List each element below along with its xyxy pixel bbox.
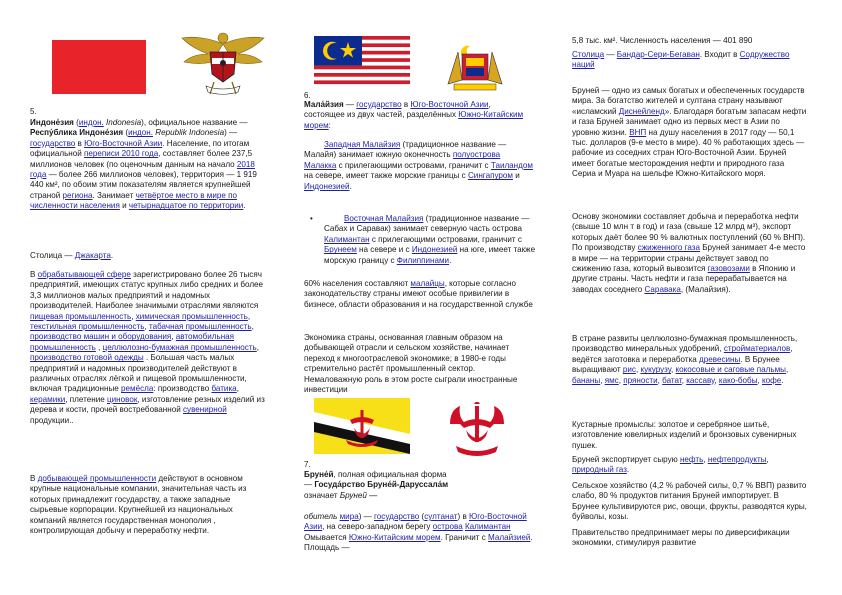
text-run: : производство — [153, 384, 212, 394]
inline-link[interactable]: ямс — [604, 375, 619, 385]
text-run: . Граничит с — [440, 532, 489, 542]
text-run: . Занимает — [92, 190, 136, 200]
text-run: . В Брунее выращивают — [572, 354, 780, 375]
inline-link[interactable]: 2018 года — [30, 159, 255, 180]
malaysia-population — [304, 279, 534, 310]
inline-link[interactable]: Брунеем — [324, 245, 357, 255]
inline-link[interactable]: Юго-Восточной Азии — [410, 100, 489, 109]
inline-link[interactable]: султанат — [424, 512, 458, 521]
inline-link[interactable]: Калимантан — [324, 234, 370, 244]
inline-link[interactable]: четырнадцатое по территории — [128, 201, 244, 211]
inline-link[interactable]: природный газ — [572, 465, 627, 475]
text-run: зарегистрировано более 26 тысяч предприятий, имеющих статус крупных либо средних и более 3,3 миллионов малых предприятий и надомных производителей. Наиболее значимыми отраслями являются — [30, 270, 264, 311]
text-run: ), официальное название — — [141, 118, 248, 127]
text-run: и — [119, 201, 129, 211]
inline-link[interactable]: индон. — [78, 118, 104, 127]
bold-term: Индоне́зия — [30, 118, 74, 127]
inline-link[interactable]: кассаву — [686, 375, 715, 385]
text-run: действуют в основном крупные национальные компании, значительная часть из которых принадлежит государству, а также западные сырьевые корпорации. Крупнейшей из национальных компаний является государственная монополия , контролирующая добычу и переработку нефти. — [30, 474, 247, 536]
text-run: на севере, имеет также морские границы с — [304, 171, 468, 181]
inline-link[interactable]: кофе — [762, 375, 782, 385]
inline-link[interactable]: региона — [62, 190, 93, 200]
italic-text: Бруней — — [339, 490, 378, 500]
inline-link[interactable]: Джакарта — [74, 251, 111, 260]
italic-text: обитель — [304, 512, 340, 521]
inline-link[interactable]: Юго-Восточной Азии — [304, 512, 527, 532]
brunei-capital — [572, 50, 808, 71]
text-run: с прилегающими островами, граничит с — [369, 234, 522, 244]
text-run: Основу экономики составляет добыча и переработка нефти (свыше 10 млн т в год) и газа (свыше 12 млрд м³), экспорт которых даёт более 90 % валютных поступлений (60 % ВНП). По производству — [572, 212, 806, 253]
text-run: . — [243, 201, 246, 211]
inline-link[interactable]: острова — [432, 522, 463, 532]
text-run: , — [657, 375, 663, 385]
inline-link[interactable]: батат — [662, 375, 682, 385]
text-run: . — [110, 251, 114, 260]
text-run: и — [512, 171, 520, 181]
inline-link[interactable]: стройматериалов — [723, 344, 791, 354]
text-run: , (Малайзия). — [680, 284, 731, 294]
text-run: 60% населения составляют — [304, 279, 411, 288]
text-run: продукции.. — [30, 415, 74, 425]
brunei-crafts — [572, 420, 808, 451]
text-run: ) — — [224, 128, 238, 138]
inline-link[interactable]: сувенирной — [183, 405, 227, 415]
inline-link[interactable]: государство — [374, 512, 420, 521]
text-run: ( — [419, 512, 425, 521]
text-run: ( — [73, 118, 79, 127]
indonesia-flag — [52, 40, 146, 94]
text-run: В — [30, 474, 38, 483]
inline-link[interactable]: индон. — [128, 128, 153, 138]
text-run: в — [401, 100, 411, 109]
brunei-government — [572, 528, 808, 549]
text-run: , — [681, 375, 687, 385]
brunei-intro-cont — [304, 512, 536, 554]
text-run: : — [328, 120, 331, 130]
text-run: 5,8 тыс. км². Численность населения — 401 890 — [572, 36, 753, 45]
inline-link[interactable]: переписи 2010 года — [84, 149, 159, 159]
inline-link[interactable]: Западная Малайзия — [324, 140, 401, 149]
brunei-industry — [572, 334, 808, 386]
inline-link[interactable]: Саравака — [644, 284, 681, 294]
inline-link[interactable]: Индонезией — [411, 245, 458, 255]
text-run: . Площадь — — [304, 532, 533, 553]
inline-link[interactable]: батика — [211, 384, 237, 394]
text-run: . — [349, 181, 352, 191]
text-run: . Большая часть малых предприятий и надомных производителей действуют в различных отраслях лёгкой и пищевой промышленности, включая традиционные — [30, 353, 247, 394]
text-run: , — [236, 384, 239, 394]
inline-link[interactable]: обрабатывающей сфере — [37, 270, 131, 279]
text-run: с прилегающими островами, граничит с — [336, 160, 491, 170]
text-run: на юге, имеет также морскую границу с — [324, 245, 536, 265]
malaysia-flag — [314, 36, 410, 88]
text-run: , составляет более 237,5 миллионов человек (по оценочным данным на начало — [30, 149, 253, 169]
brunei-wealth — [572, 86, 808, 180]
inline-link[interactable]: производство машин и оборудования — [30, 332, 172, 342]
inline-link[interactable]: нефтепродукты — [707, 455, 767, 464]
inline-link[interactable]: производство готовой одежды — [30, 353, 144, 363]
inline-link[interactable]: текстильная промышленность — [30, 322, 145, 332]
text-run: Бруней занимает 4-е место в мире — на территории страны действует завод по сжижению газа, который вывозится — [572, 243, 806, 274]
brunei-agriculture — [572, 481, 808, 523]
text-run: В стране развиты целлюлозно-бумажная промышленность, производство минеральных удобрений, — [572, 334, 798, 354]
text-run: , — [256, 342, 260, 352]
malaysia-intro — [304, 100, 530, 131]
text-run: , — [785, 365, 789, 375]
inline-link[interactable]: циновок — [107, 394, 138, 404]
bullet: • — [310, 214, 313, 223]
text-run: означает — [304, 490, 340, 500]
inline-link[interactable]: государство — [30, 138, 76, 148]
brunei-emblem — [444, 402, 510, 460]
text-run: . — [626, 465, 630, 475]
text-run: в — [75, 138, 85, 148]
text-run: ». Благодаря богатым запасам нефти и газа Бруней занимает одно из первых мест в Азии по уровню жизни. — [572, 106, 807, 137]
inline-link[interactable]: рис — [622, 365, 636, 375]
brunei-area — [572, 36, 808, 46]
text-run: , полная официальная форма — — [304, 470, 447, 490]
bold-term: Госуда́рство Бруне́й-Даруссала́м — [314, 480, 449, 490]
malaysia-coat-of-arms — [444, 40, 506, 94]
text-run: , плетение — [65, 394, 107, 404]
inline-link[interactable]: Юго-Восточной Азии — [84, 138, 163, 148]
inline-link[interactable]: Бандар-Сери-Бегаван — [616, 50, 700, 59]
text-run: Сельское хозяйство (4,2 % рабочей силы, 0,7 % ВВП) развито слабо, 80 % продуктов питания Бруней импортирует. В Брунее культивируются рис, овощи, фрукты, разводятся куры, буйволы, козы. — [572, 481, 807, 522]
inline-link[interactable]: добывающей промышленности — [37, 474, 157, 483]
text-run: . — [449, 255, 452, 265]
inline-link[interactable]: четвёртое место в мире по численности населения — [30, 190, 237, 211]
inline-link[interactable]: целлюлозно-бумажная промышленность — [102, 342, 257, 352]
inline-link[interactable]: Восточная Малайзия — [344, 214, 424, 223]
brunei-export — [572, 455, 808, 476]
text-run: Омывается — [304, 532, 349, 542]
brunei-intro — [304, 470, 454, 501]
inline-link[interactable]: керамики — [30, 394, 66, 404]
inline-link[interactable]: газовозами — [707, 264, 750, 274]
inline-link[interactable]: автомобильная промышленность — [30, 332, 235, 352]
text-run: — более 266 миллионов человек), территория — 1 919 440 км², по обоим этим показателям является крупнейшей страной — [30, 170, 257, 200]
text-run: , — [671, 365, 676, 375]
malaysia-economy — [304, 333, 534, 395]
text-run: (традиционное название — Сабах и Саравак) занимает северную часть острова — [324, 214, 530, 234]
inline-link[interactable]: малайцы — [410, 279, 445, 288]
text-run: ( — [123, 128, 129, 138]
text-run: ) в — [457, 512, 470, 521]
text-run: , — [131, 311, 136, 321]
brunei-flag — [314, 398, 410, 454]
text-run: , изготовление резных изделий из дерева и кости, прочей востребованной — [30, 394, 265, 415]
indonesia-mining — [30, 474, 266, 536]
inline-link[interactable]: Южно-Китайским морем — [304, 110, 524, 130]
italic-text: Republik Indonesia — [153, 128, 225, 138]
text-run: Бруней — одно из самых богатых и обеспеченных государств мира. За богатство жителей и султана страну называют «исламский — [572, 86, 805, 116]
text-run: , — [171, 332, 176, 342]
text-run: Экономика страны, основанная главным образом на добывающей отрасли и сельском хозяйстве, начинает переход к многоотраслевой экономике; в 1980-е годы стремительно растёт промышленный сектор. Немаловажную роль в этом росте сыграли иностранные инвестиции — [304, 333, 518, 395]
bold-term: Респу́блика Индоне́зия — [30, 128, 124, 138]
inline-link[interactable]: Калимантан — [464, 522, 511, 532]
text-run: Бруней экспортирует сырую — [572, 455, 680, 464]
malaysia-east — [324, 214, 538, 266]
text-run: , — [766, 455, 769, 464]
bold-term: Бруне́й — [304, 470, 334, 479]
inline-link[interactable]: како-бобы — [718, 375, 758, 385]
text-run: , — [618, 375, 624, 385]
text-run: , — [635, 365, 641, 375]
text-run: , — [714, 375, 719, 385]
inline-link[interactable]: мира — [339, 512, 359, 521]
text-run: , состоящее из двух частей, разделённых — [304, 100, 491, 120]
inline-link[interactable]: ремёсла — [121, 384, 154, 394]
inline-link[interactable]: табачная промышленность — [148, 322, 252, 332]
inline-link[interactable]: государство — [356, 100, 402, 109]
text-run: . Входит в — [699, 50, 740, 59]
text-run: В — [30, 270, 38, 279]
inline-link[interactable]: пряности — [623, 375, 658, 385]
inline-link[interactable]: сжиженного газа — [637, 243, 700, 253]
inline-link[interactable]: пищевая промышленность — [30, 311, 132, 321]
garuda-emblem — [180, 28, 266, 100]
text-run: , — [144, 322, 149, 332]
text-run: — — [343, 100, 357, 109]
inline-link[interactable]: нефть — [679, 455, 704, 464]
text-run: , — [703, 455, 708, 464]
inline-link[interactable]: ВНП — [629, 127, 647, 137]
inline-link[interactable]: Филиппинами — [396, 255, 450, 265]
inline-link[interactable]: Малайзией — [488, 532, 531, 542]
bold-term: Мала́йзия — [304, 100, 344, 109]
text-run: , — [757, 375, 763, 385]
indonesia-intro — [30, 118, 266, 212]
text-run: в Японию и другие страны. Часть нефти и газа перерабатывается на заводах соседнего — [572, 264, 796, 294]
inline-link[interactable]: Столица — [572, 50, 605, 59]
inline-link[interactable]: кукурузу — [640, 365, 672, 375]
text-run: на душу населения в 2017 году — 50,1 тыс. долларов (9-е место в мире). 40 % работающих здесь — рабочие из соседних стран Юго-Восточной Азии. Бруней имеет богатые месторождения нефти и природного газа Сериа и Муара на шельфе Южно-Китайского моря. — [572, 127, 805, 179]
text-run: Столица — — [30, 251, 75, 260]
item-number: 5. — [30, 107, 37, 116]
text-run: , — [600, 375, 605, 385]
text-run: . Население, по итогам официальной — [30, 138, 250, 159]
item-number: 7. — [304, 460, 311, 469]
text-run: , — [95, 342, 103, 352]
inline-link[interactable]: Индонезией — [304, 181, 350, 191]
inline-link[interactable]: Сингапуром — [467, 171, 513, 181]
text-run: на севере и с — [356, 245, 412, 255]
inline-link[interactable]: химическая промышленность — [135, 311, 248, 321]
brunei-economy-basis — [572, 212, 808, 295]
text-run: . — [781, 375, 784, 385]
inline-link[interactable]: Диснейленд — [618, 106, 665, 116]
inline-link[interactable]: кокосовые и саговые пальмы — [675, 365, 786, 375]
text-run: , которые согласно законодательству страны имеют особые привилегии в бизнесе, области образования и на государственной службе — [304, 279, 533, 309]
inline-link[interactable]: Таиландом — [490, 160, 533, 170]
text-run: Правительство предпринимает меры по диверсификации экономики, стимулируя развитие — [572, 528, 790, 548]
indonesia-industry — [30, 270, 266, 426]
text-run: , — [251, 322, 254, 332]
inline-link[interactable]: Южно-Китайским морем — [348, 532, 441, 542]
inline-link[interactable]: бананы — [572, 375, 601, 385]
item-number: 6. — [304, 91, 311, 100]
inline-link[interactable]: Содружество наций — [572, 50, 790, 70]
malaysia-west — [304, 140, 534, 192]
text-run: , ведётся заготовка и переработка — [572, 344, 793, 364]
text-run: , на северо-западном берегу — [322, 522, 433, 532]
text-run: Кустарные промыслы: золотое и серебряное шитьё, изготовление ювелирных изделий и бронзовых сувенирных пушек. — [572, 420, 797, 450]
text-run: (традиционное название — Малайя) занимает южную оконечность — [304, 140, 507, 160]
text-run: , — [247, 311, 251, 321]
italic-text: Indonesia — [103, 118, 142, 127]
indonesia-capital — [30, 251, 266, 261]
text-run: — — [604, 50, 617, 59]
inline-link[interactable]: древесины — [699, 354, 741, 364]
inline-link[interactable]: полуострова Малакка — [304, 150, 501, 170]
text-run: ) — — [358, 512, 374, 521]
